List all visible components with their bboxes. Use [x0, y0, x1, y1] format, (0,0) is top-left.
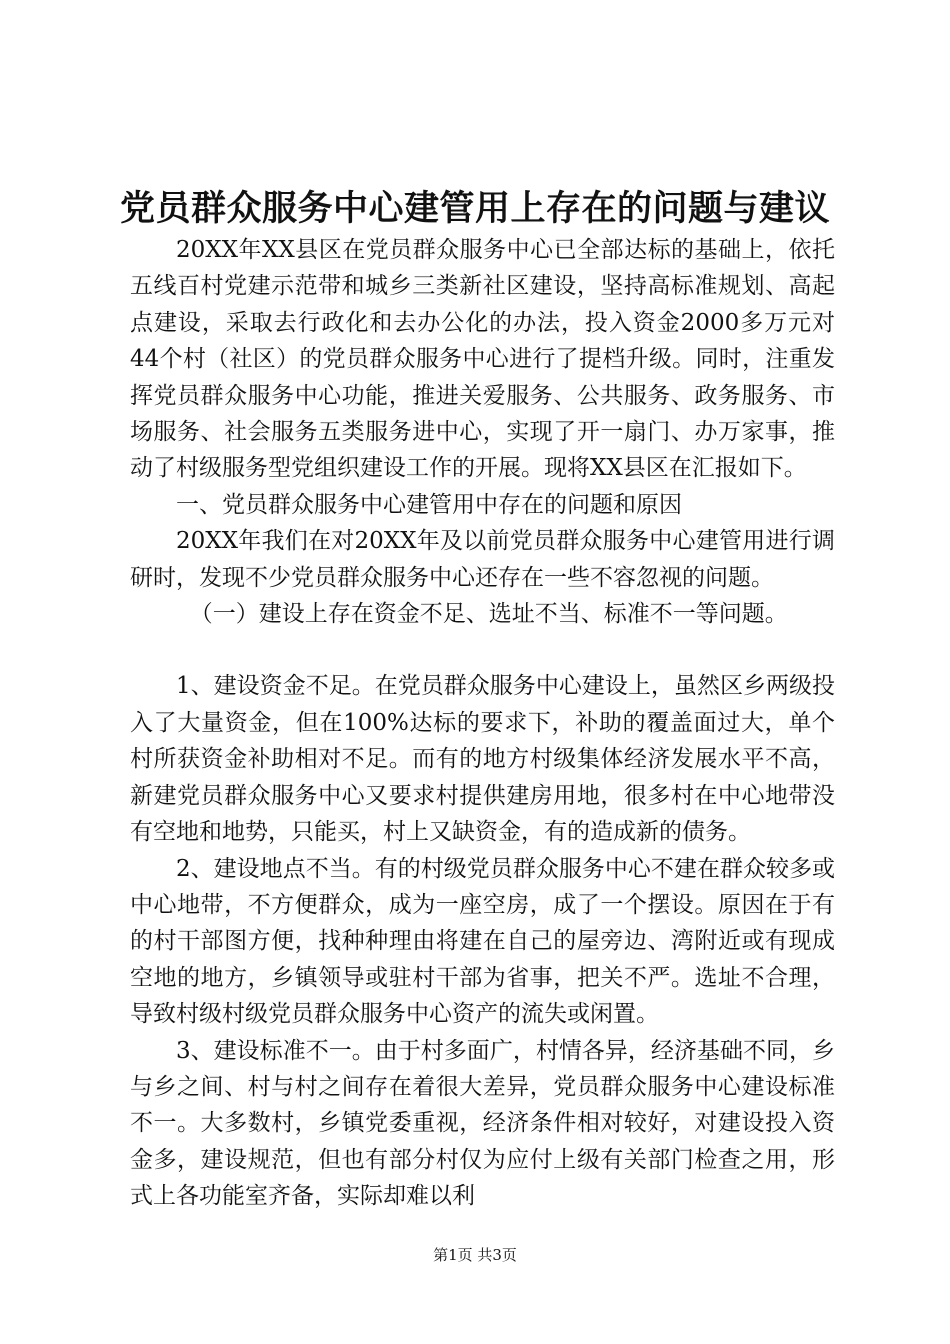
- paragraph-survey: 20XX年我们在对20XX年及以前党员群众服务中心建管用进行调研时，发现不少党员群众服务中心还存在一些不容忽视的问题。: [130, 528, 835, 591]
- paragraph-item-1: 1、建设资金不足。在党员群众服务中心建设上，虽然区乡两级投入了大量资金，但在100%达标的要求下，补助的覆盖面过大，单个村所获资金补助相对不足。而有的地方村级集体经济发展水平不高，新建党员群众服务中心又要求村提供建房用地，很多村在中心地带没有空地和地势，只能买，村上又缺资金，有的造成新的债务。: [130, 673, 835, 846]
- section-heading: 一、党员群众服务中心建管用中存在的问题和原因: [176, 491, 682, 518]
- subsection-heading: （一）建设上存在资金不足、选址不当、标准不一等问题。: [189, 601, 788, 628]
- paragraph-item-3: 3、建设标准不一。由于村多面广，村情各异，经济基础不同，乡与乡之间、村与村之间存在着很大差异，党员群众服务中心建设标准不一。大多数村，乡镇党委重视，经济条件相对较好，对建设投入资金多，建设规范，但也有部分村仅为应付上级有关部门检查之用，形式上各功能室齐备，实际却难以利: [130, 1037, 835, 1210]
- page-footer: 第1页 共3页: [433, 1246, 517, 1264]
- paragraph-item-2: 2、建设地点不当。有的村级党员群众服务中心不建在群众较多或中心地带，不方便群众，成为一座空房，成了一个摆设。原因在于有的村干部图方便，找种种理由将建在自己的屋旁边、湾附近或有现成空地的地方，乡镇领导或驻村干部为省事，把关不严。选址不合理，导致村级村级党员群众服务中心资产的流失或闲置。: [130, 855, 835, 1028]
- paragraph-intro: 20XX年XX县区在党员群众服务中心已全部达标的基础上，依托五线百村党建示范带和城乡三类新社区建设，坚持高标准规划、高起点建设，采取去行政化和去办公化的办法，投入资金2000多万元对44个村（社区）的党员群众服务中心进行了提档升级。同时，注重发挥党员群众服务中心功能，推进关爱服务、公共服务、政务服务、市场服务、社会服务五类服务进中心，实现了开一扇门、办万家事，推动了村级服务型党组织建设工作的开展。现将XX县区在汇报如下。: [130, 237, 835, 482]
- document-title: 党员群众服务中心建管用上存在的问题与建议: [119, 188, 830, 229]
- document-body: [130, 232, 835, 1215]
